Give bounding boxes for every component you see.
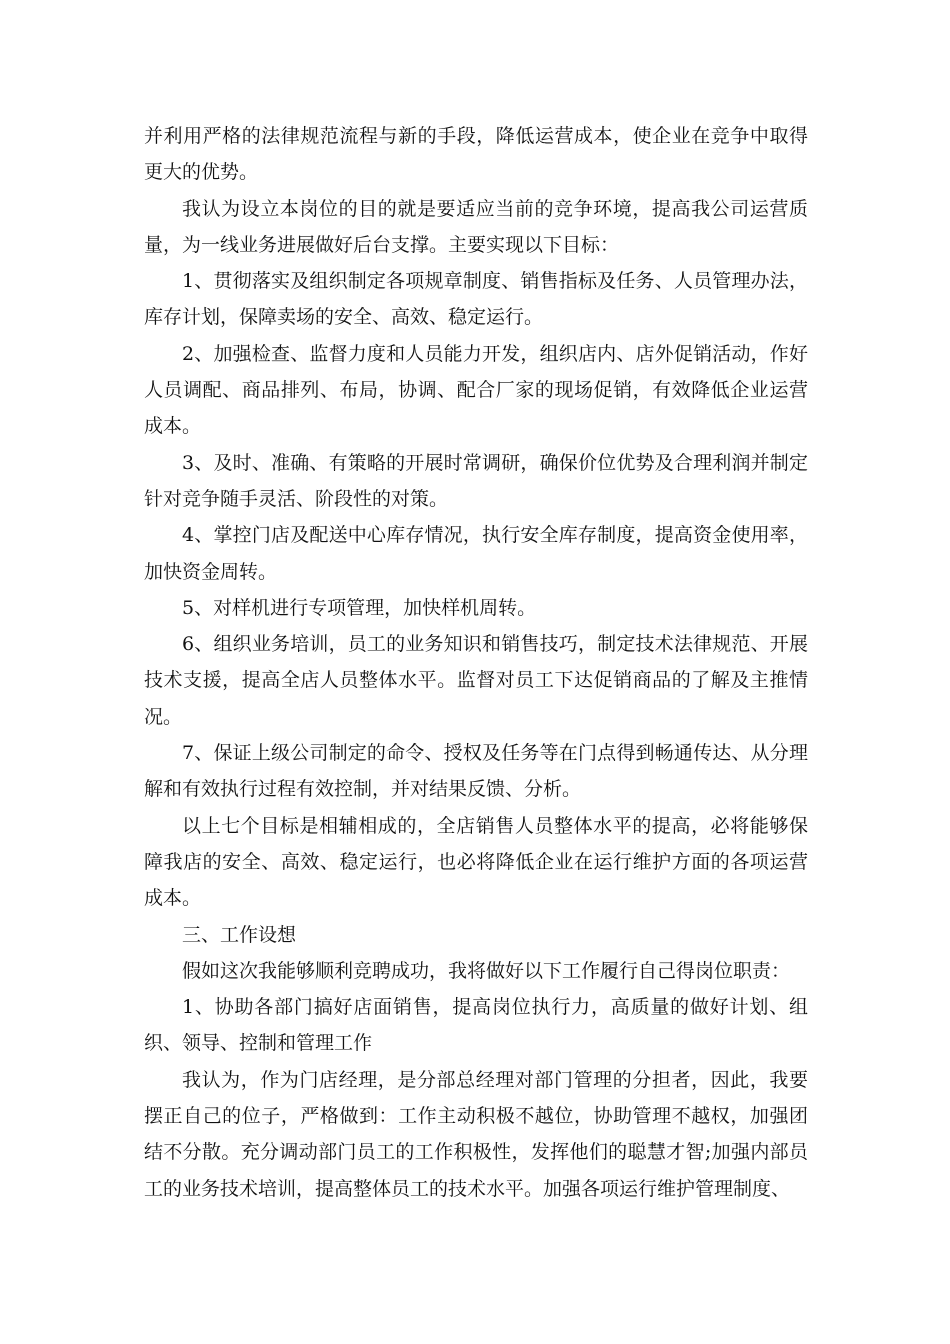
paragraph: 我认为设立本岗位的目的就是要适应当前的竞争环境，提高我公司运营质量，为一线业务进展做好后台支撑。主要实现以下目标： (144, 197, 808, 256)
list-item: 1、贯彻落实及组织制定各项规章制度、销售指标及任务、人员管理办法，库存计划，保障卖场的安全、高效、稳定运行。 (144, 270, 808, 329)
list-item: 7、保证上级公司制定的命令、授权及任务等在门点得到畅通传达、从分理解和有效执行过程有效控制，并对结果反馈、分析。 (144, 742, 808, 801)
paragraph: 并利用严格的法律规范流程与新的手段，降低运营成本，使企业在竞争中取得更大的优势。 (144, 125, 808, 184)
paragraph: 我认为，作为门店经理，是分部总经理对部门管理的分担者，因此，我要摆正自己的位子，严格做到：工作主动积极不越位，协助管理不越权，加强团结不分散。充分调动部门员工的工作积极性，发挥他们的聪慧才智;加强内部员工的业务技术培训，提高整体员工的技术水平。加强各项运行维护管理制度、 (144, 1068, 808, 1200)
list-item: 4、掌控门店及配送中心库存情况，执行安全库存制度，提高资金使用率，加快资金周转。 (144, 524, 808, 583)
paragraph: 假如这次我能够顺利竞聘成功，我将做好以下工作履行自己得岗位职责： (182, 959, 791, 982)
list-item: 1、协助各部门搞好店面销售，提高岗位执行力，高质量的做好计划、组织、领导、控制和管理工作 (144, 996, 808, 1055)
list-item: 6、组织业务培训，员工的业务知识和销售技巧，制定技术法律规范、开展技术支援，提高全店人员整体水平。监督对员工下达促销商品的了解及主推情况。 (144, 633, 808, 728)
list-item: 5、对样机进行专项管理，加快样机周转。 (182, 596, 537, 619)
section-heading: 三、工作设想 (182, 923, 297, 946)
list-item: 2、加强检查、监督力度和人员能力开发，组织店内、店外促销活动，作好人员调配、商品排列、布局，协调、配合厂家的现场促销，有效降低企业运营成本。 (144, 342, 808, 438)
paragraph: 以上七个目标是相辅相成的，全店销售人员整体水平的提高，必将能够保障我店的安全、高效、稳定运行，也必将降低企业在运行维护方面的各项运营成本。 (144, 814, 808, 910)
list-item: 3、及时、准确、有策略的开展时常调研，确保价位优势及合理利润并制定针对竞争随手灵活、阶段性的对策。 (144, 451, 808, 510)
document-body (144, 118, 808, 1207)
